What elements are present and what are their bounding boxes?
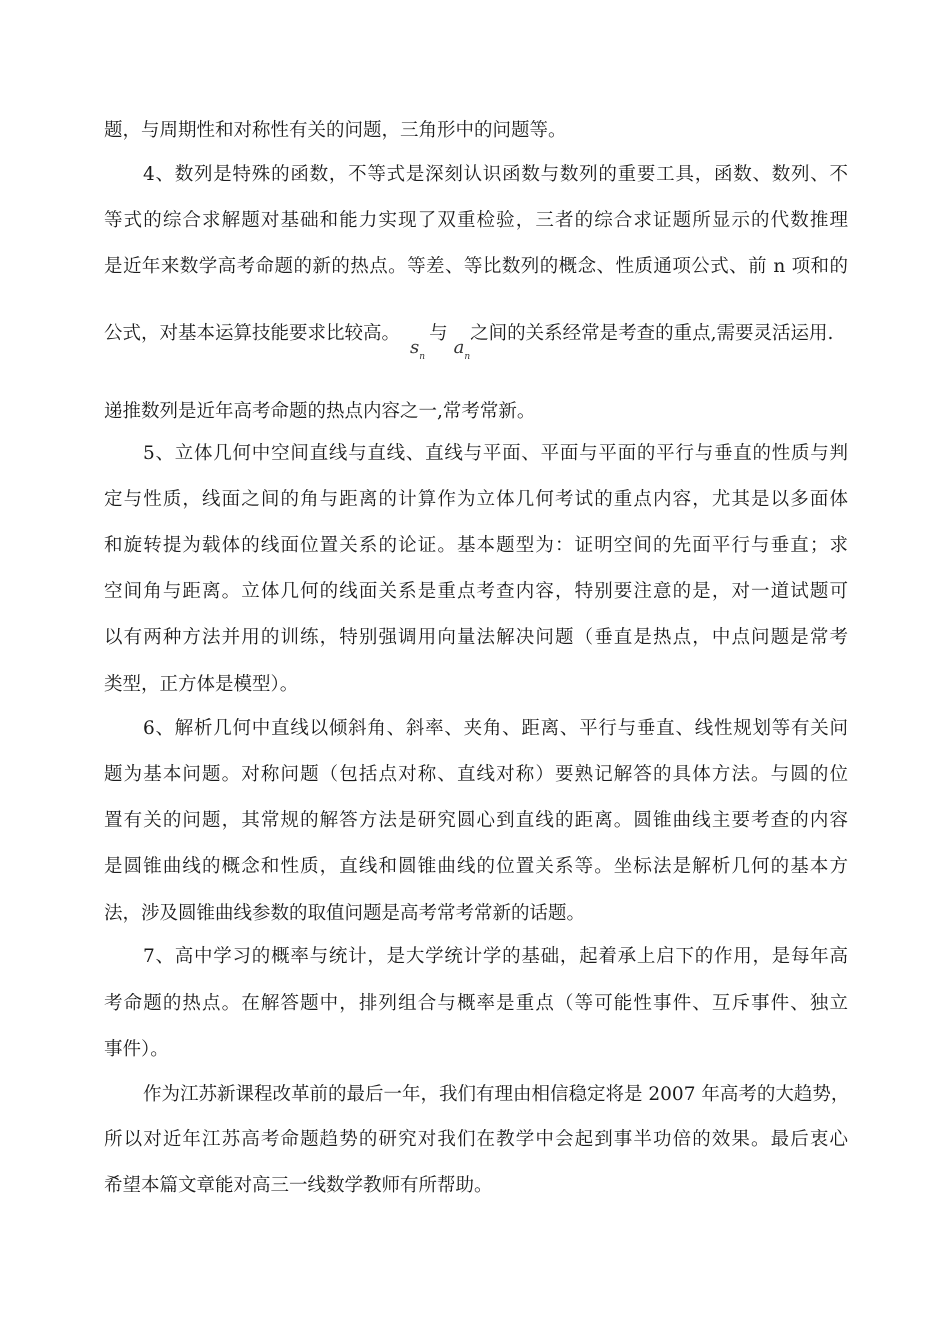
- conclusion-line-2: 所以对近年江苏高考命题趋势的研究对我们在教学中会起到事半功倍的效果。最后衷心: [104, 1129, 848, 1150]
- paragraph-4-line-1: 4、数列是特殊的函数，不等式是深刻认识函数与数列的重要工具，函数、数列、不: [143, 164, 848, 185]
- conclusion-line-1: 作为江苏新课程改革前的最后一年，我们有理由相信稳定将是 2007 年高考的大趋势，: [143, 1084, 850, 1105]
- paragraph-5-line-3: 和旋转提为载体的线面位置关系的论证。基本题型为：证明空间的先面平行与垂直；求: [104, 535, 848, 556]
- paragraph-4-line-5: 递推数列是近年高考命题的热点内容之一,常考常新。: [104, 401, 536, 422]
- math-a-n: [454, 335, 471, 370]
- paragraph-5-line-4: 空间角与距离。立体几何的线面关系是重点考查内容，特别要注意的是，对一道试题可: [104, 581, 848, 602]
- paragraph-6-line-1: 6、解析几何中直线以倾斜角、斜率、夹角、距离、平行与垂直、线性规划等有关问: [143, 718, 848, 739]
- math-s-subscript: n: [419, 352, 426, 362]
- math-a-subscript: n: [464, 352, 471, 362]
- paragraph-5-line-6: 类型，正方体是模型）。: [104, 674, 299, 695]
- math-s-n: [410, 335, 425, 370]
- paragraph-4-line-4: [104, 321, 848, 362]
- paragraph-6-line-2: 题为基本问题。对称问题（包括点对称、直线对称）要熟记解答的具体方法。与圆的位: [104, 764, 848, 785]
- paragraph-6-line-5: 法，涉及圆锥曲线参数的取值问题是高考常考常新的话题。: [104, 903, 586, 924]
- paragraph-4-connector: 与: [429, 323, 448, 344]
- paragraph-5-line-1: 5、立体几何中空间直线与直线、直线与平面、平面与平面的平行与垂直的性质与判: [143, 443, 848, 464]
- paragraph-7-line-3: 事件）。: [104, 1039, 169, 1060]
- conclusion-line-3: 希望本篇文章能对高三一线数学教师有所帮助。: [104, 1175, 493, 1196]
- paragraph-4-line-4-after: 之间的关系经常是考查的重点,需要灵活运用.: [470, 323, 834, 344]
- paragraph-4-line-3: 是近年来数学高考命题的新的热点。等差、等比数列的概念、性质通项公式、前 n 项和的: [104, 256, 848, 277]
- math-a-symbol: a: [453, 337, 465, 358]
- paragraph-7-line-1: 7、高中学习的概率与统计，是大学统计学的基础，起着承上启下的作用，是每年高: [143, 946, 848, 967]
- paragraph-4-line-4-before: 公式，对基本运算技能要求比较高。: [104, 323, 401, 344]
- paragraph-4-line-2: 等式的综合求解题对基础和能力实现了双重检验，三者的综合求证题所显示的代数推理: [104, 210, 848, 231]
- paragraph-6-line-3: 置有关的问题，其常规的解答方法是研究圆心到直线的距离。圆锥曲线主要考查的内容: [104, 810, 848, 831]
- math-s-symbol: s: [410, 337, 420, 358]
- paragraph-7-line-2: 考命题的热点。在解答题中，排列组合与概率是重点（等可能性事件、互斥事件、独立: [104, 993, 848, 1014]
- paragraph-3-line-1: 题，与周期性和对称性有关的问题，三角形中的问题等。: [104, 120, 567, 141]
- paragraph-5-line-2: 定与性质，线面之间的角与距离的计算作为立体几何考试的重点内容，尤其是以多面体: [104, 489, 848, 510]
- paragraph-5-line-5: 以有两种方法并用的训练，特别强调用向量法解决问题（垂直是热点，中点问题是常考: [104, 627, 848, 648]
- paragraph-6-line-4: 是圆锥曲线的概念和性质，直线和圆锥曲线的位置关系等。坐标法是解析几何的基本方: [104, 856, 848, 877]
